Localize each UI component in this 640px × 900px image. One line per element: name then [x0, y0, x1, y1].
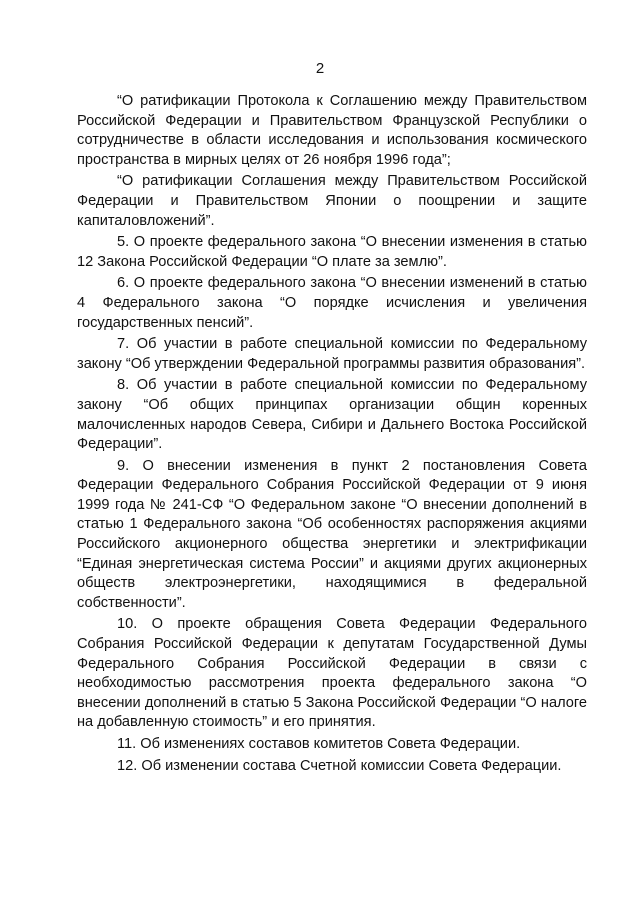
agenda-item-12: 12. Об изменении состава Счетной комиссии Совета Федерации.	[117, 757, 562, 774]
agenda-item-ratification-japan-agreement: “О ратификации Соглашения между Правительством Российской Федерации и Правительством Японии о поощрении и защите капиталовложений”.	[77, 173, 587, 229]
agenda-text	[77, 92, 587, 776]
agenda-item-5: 5. О проекте федерального закона “О внесении изменения в статью 12 Закона Российской Федерации “О плате за землю”.	[77, 234, 587, 270]
agenda-item-ratification-france-protocol: “О ратификации Протокола к Соглашению между Правительством Российской Федерации и Правительством Французской Республики о сотрудничестве в области исследования и использования космического пространства в мирных целях от 26 ноября 1996 года”;	[77, 93, 587, 168]
agenda-item-10: 10. О проекте обращения Совета Федерации Федерального Собрания Российской Федерации к депутатам Государственной Думы Федерального Собрания Российской Федерации в связи с необходимостью рассмотрения проекта федерального закона “О внесении дополнений в статью 5 Закона Российской Федерации “О налоге на добавленную стоимость” и его принятия.	[77, 616, 587, 731]
agenda-item-6: 6. О проекте федерального закона “О внесении изменений в статью 4 Федерального закона “О порядке исчисления и увеличения государственных пенсий”.	[77, 275, 587, 331]
page-number: 2	[315, 60, 325, 77]
agenda-item-9: 9. О внесении изменения в пункт 2 постановления Совета Федерации Федерального Собрания Российской Федерации от 9 июня 1999 года № 241-СФ “О Федеральном законе “О внесении дополнений в статью 1 Федерального закона “Об особенностях распоряжения акциями Российского акционерного общества энергетики и электрификации “Единая энергетическая система России” и акциями других акционерных обществ электроэнергетики, находящимися в федеральной собственности”.	[77, 457, 587, 611]
agenda-item-8: 8. Об участии в работе специальной комиссии по Федеральному закону “Об общих принципах организации общин коренных малочисленных народов Севера, Сибири и Дальнего Востока Российской Федерации”.	[77, 377, 587, 453]
agenda-item-7: 7. Об участии в работе специальной комиссии по Федеральному закону “Об утверждении Федеральной программы развития образования”.	[77, 336, 587, 372]
agenda-item-11: 11. Об изменениях составов комитетов Совета Федерации.	[117, 736, 521, 752]
